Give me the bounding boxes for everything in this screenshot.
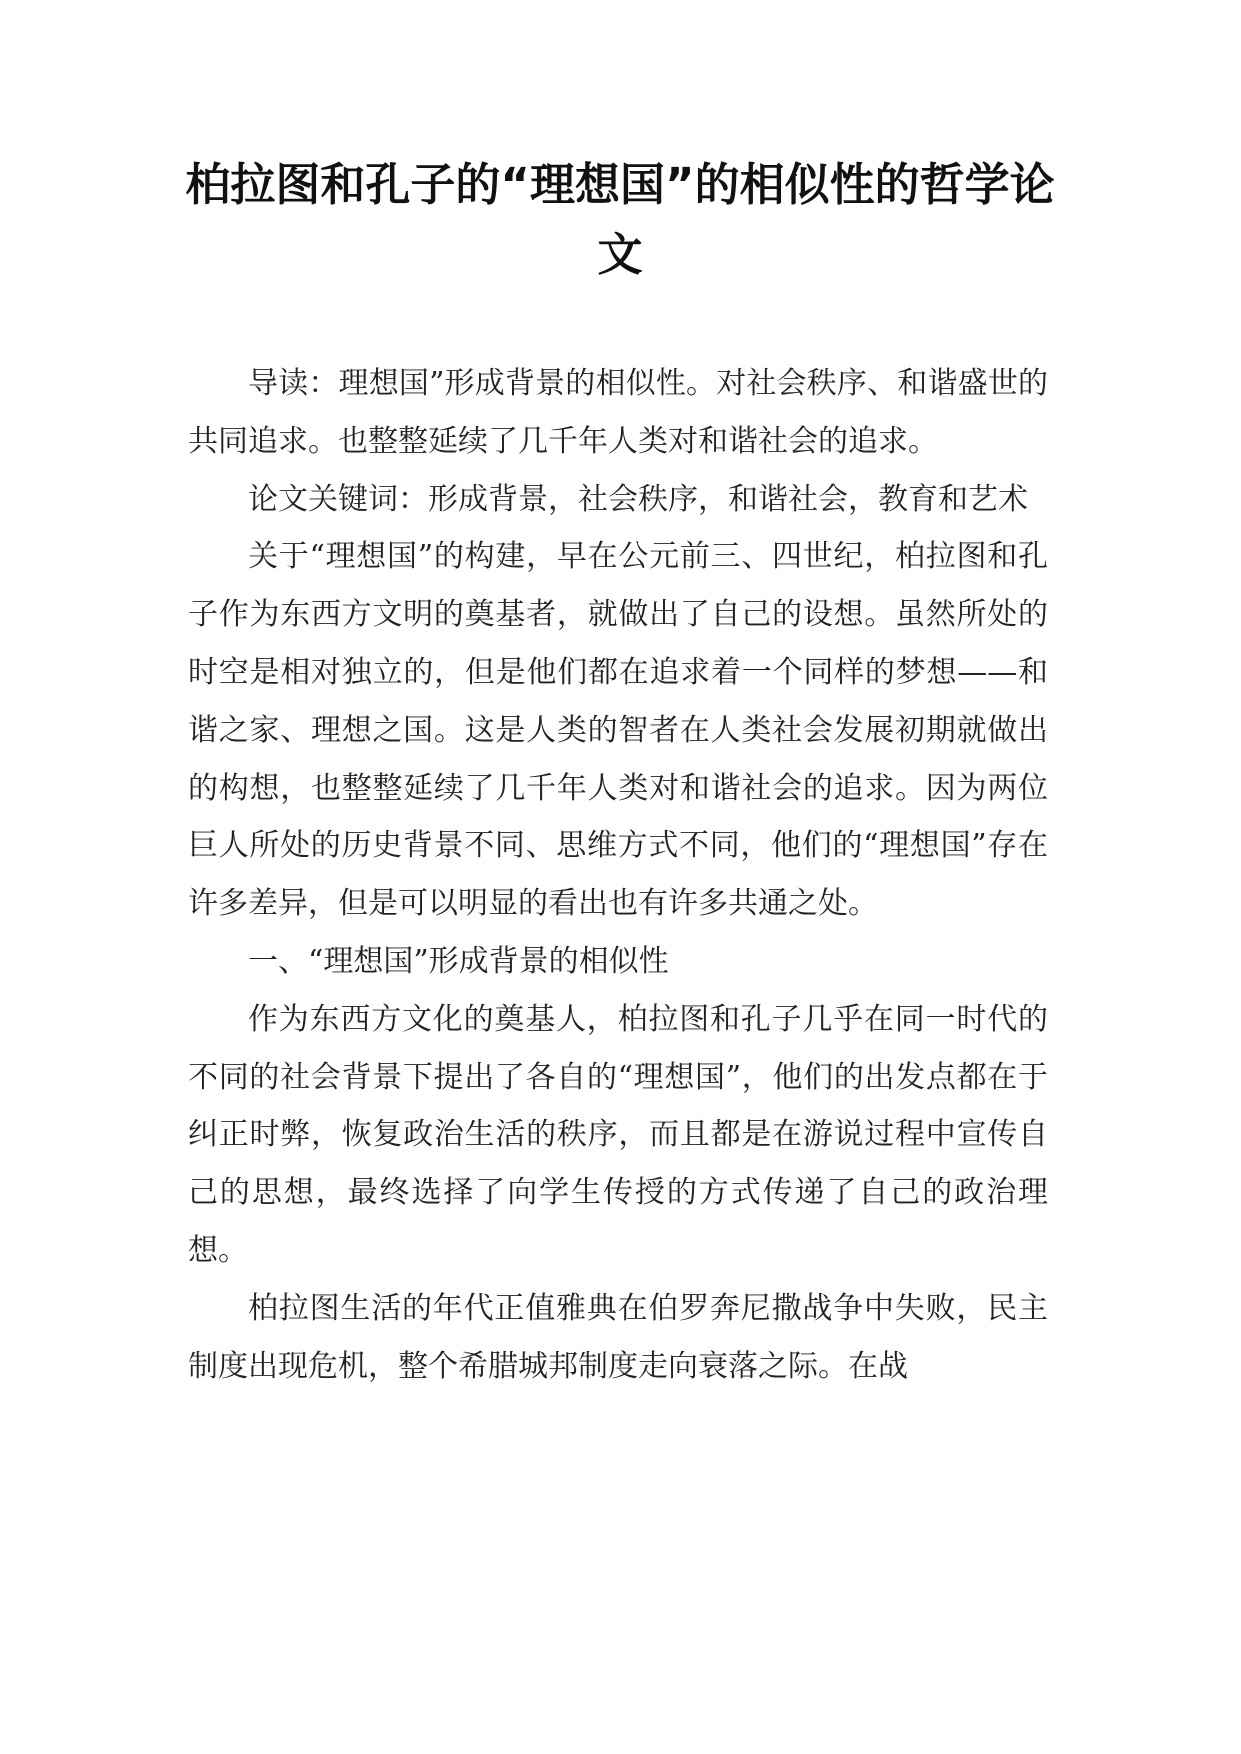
- keywords-paragraph: 论文关键词：形成背景，社会秩序，和谐社会，教育和艺术: [248, 481, 1028, 517]
- body-paragraph: 柏拉图生活的年代正值雅典在伯罗奔尼撒战争中失败，民主制度出现危机，整个希腊城邦制度走向衰落之际。在战: [188, 1290, 1048, 1384]
- body-paragraph: 关于“理想国”的构建，早在公元前三、四世纪，柏拉图和孔子作为东西方文明的奠基者，就做出了自己的设想。虽然所处的时空是相对独立的，但是他们都在追求着一个同样的梦想——和谐之家、理想之国。这是人类的智者在人类社会发展初期就做出的构想，也整整延续了几千年人类对和谐社会的追求。因为两位巨人所处的历史背景不同、思维方式不同，他们的“理想国”存在许多差异，但是可以明显的看出也有许多共通之处。: [188, 539, 1048, 922]
- document-title: 柏拉图和孔子的“理想国”的相似性的哲学论文: [185, 158, 1055, 281]
- intro-paragraph: 导读：理想国”形成背景的相似性。对社会秩序、和谐盛世的共同追求。也整整延续了几千年人类对和谐社会的追求。: [188, 366, 1048, 459]
- section-heading: 一、“理想国”形成背景的相似性: [248, 943, 669, 979]
- document-body: [188, 355, 1048, 1395]
- body-paragraph: 作为东西方文化的奠基人，柏拉图和孔子几乎在同一时代的不同的社会背景下提出了各自的“理想国”，他们的出发点都在于纠正时弊，恢复政治生活的秩序，而且都是在游说过程中宣传自己的思想，最终选择了向学生传授的方式传递了自己的政治理想。: [188, 1001, 1048, 1268]
